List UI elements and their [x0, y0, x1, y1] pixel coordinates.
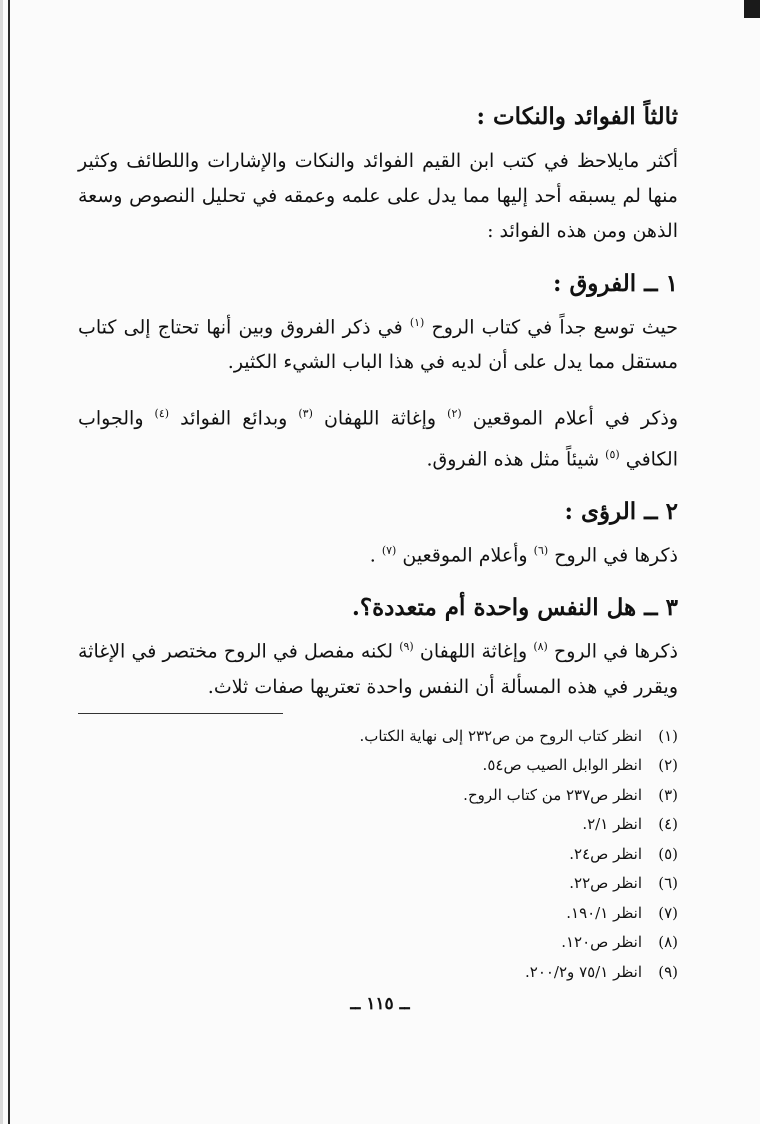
paragraph-text: وإغاثة اللهفان	[312, 407, 448, 430]
footnote-separator	[78, 713, 283, 714]
paragraph-text: ذكرها في الروح	[548, 544, 678, 567]
footnote-text: انظر ١٩٠/١.	[566, 903, 642, 922]
page-edge-shadow	[0, 0, 3, 1124]
footnotes-list	[78, 722, 678, 988]
item-heading: ١ ــ الفروق :	[552, 270, 678, 297]
item-paragraph	[78, 305, 678, 380]
paragraph-text: وبدائع الفوائد	[169, 407, 299, 430]
paragraph-text: ذكرها في الروح	[547, 640, 678, 663]
footnote-text: انظر ٢/١.	[582, 815, 642, 834]
paragraph-text: .	[369, 544, 382, 567]
footnote-item	[78, 958, 678, 988]
page-number: ــ ١١٥ ــ	[350, 994, 410, 1014]
footnote-number: (٢)	[658, 756, 678, 775]
paragraph-text: والجواب الكافي	[78, 407, 678, 470]
paragraph-text: وأعلام الموقعين	[396, 544, 534, 567]
item-paragraph	[78, 629, 678, 704]
footnote-item	[78, 751, 678, 781]
item-paragraph	[78, 533, 678, 573]
intro-paragraph: أكثر مايلاحظ في كتب ابن القيم الفوائد والنكات والإشارات واللطائف وكثير منها لم يسبقه أحد إليها مما يدل على علمه وعمقه في تحليل النصوص وسعة الذهن ومن هذه الفوائد :	[78, 150, 678, 242]
footnote-reference: (٩)	[399, 640, 414, 654]
footnote-number: (١)	[658, 726, 678, 745]
footnote-number: (٥)	[658, 844, 678, 863]
page-body	[78, 100, 678, 987]
paragraph-text: وإغاثة اللهفان	[413, 640, 534, 663]
items-list	[78, 267, 678, 705]
paragraph-text: وذكر في أعلام الموقعين	[461, 407, 678, 430]
footnote-number: (٣)	[658, 785, 678, 804]
footnote-rule-wrap	[78, 705, 678, 714]
paragraph-text: لكنه مفصل في الروح مختصر في الإغاثة ويقرر في هذه المسألة أن النفس واحدة تعتريها صفات ثلاث.	[78, 640, 678, 698]
footnote-reference: (١)	[409, 316, 425, 329]
footnote-item	[78, 928, 678, 958]
footnote-reference: (٢)	[447, 407, 462, 421]
footnote-reference: (٣)	[298, 407, 313, 421]
footnote-item	[78, 869, 678, 899]
item-heading: ٢ ــ الرؤى :	[564, 497, 678, 525]
footnote-reference: (٧)	[381, 543, 397, 557]
footnote-item	[78, 840, 678, 870]
footnote-text: انظر كتاب الروح من ص٢٣٢ إلى نهاية الكتاب.	[359, 726, 642, 745]
footnote-text: انظر ص٢٢.	[569, 874, 642, 893]
item-heading: ٣ ــ هل النفس واحدة أم متعددة؟.	[351, 594, 678, 622]
footnote-reference: (٥)	[605, 447, 620, 461]
paragraph-text: في ذكر الفروق وبين أنها تحتاج إلى كتاب مستقل مما يدل على أن لديه في هذا الباب الشيء الكثير.	[78, 316, 678, 374]
page-edge-line	[8, 0, 10, 1124]
footnote-reference: (٦)	[533, 543, 549, 557]
footnote-text: انظر ص٢٣٧ من كتاب الروح.	[463, 785, 642, 804]
item-paragraph	[78, 396, 678, 477]
footnote-text: انظر ٧٥/١ و٢٠٠/٢.	[524, 962, 642, 981]
corner-mark	[744, 0, 760, 18]
footnote-number: (٤)	[658, 815, 678, 834]
section-heading: ثالثاً الفوائد والنكات :	[476, 103, 678, 130]
footnote-number: (٨)	[658, 933, 678, 952]
footnote-item	[78, 781, 678, 811]
footnote-reference: (٤)	[154, 407, 170, 421]
footnote-item	[78, 810, 678, 840]
footnote-text: انظر ص١٢٠.	[561, 933, 642, 952]
footnote-item	[78, 722, 678, 752]
paragraph-text: حيث توسع جداً في كتاب الروح	[424, 316, 678, 339]
paragraph-text: شيئاً مثل هذه الفروق.	[426, 447, 606, 470]
footnote-number: (٧)	[658, 903, 678, 922]
footnote-number: (٦)	[658, 874, 678, 893]
footnote-text: انظر الوابل الصيب ص٥٤.	[482, 756, 642, 775]
footnote-item	[78, 899, 678, 929]
footnote-reference: (٨)	[533, 640, 548, 654]
footnote-text: انظر ص٢٤.	[569, 844, 642, 863]
footnote-number: (٩)	[658, 962, 678, 981]
